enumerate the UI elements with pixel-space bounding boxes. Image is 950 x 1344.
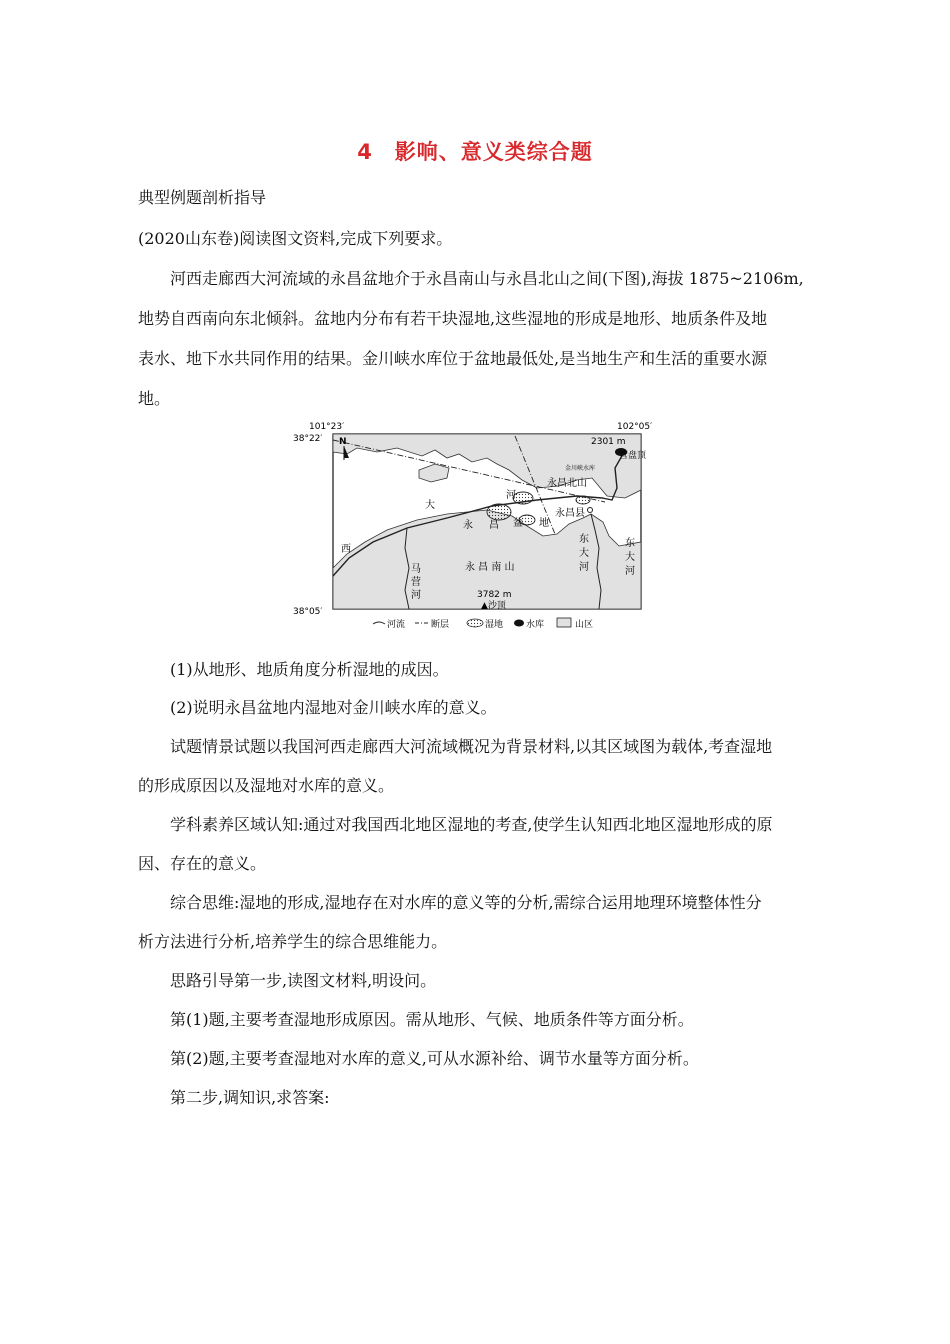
wetland [576,496,590,504]
wetland [487,504,511,520]
question-1: (1)从地形、地质角度分析湿地的成因。 [170,660,449,679]
legend-fault: 断层 [431,620,450,630]
dongdahe-label: 大 [625,552,635,563]
lat-bottom: 38°05′ [293,607,323,617]
mayinghe-label: 营 [411,577,421,588]
north-label: N [339,437,347,447]
south-mountain-name: 永 昌 南 山 [465,562,515,573]
passage-line: 地。 [138,389,171,408]
basin-label: 昌 [489,520,499,531]
passage-line: 河西走廊西大河流域的永昌盆地介于永昌南山与永昌北山之间(下图),海拔 1875~2106m, [170,269,804,288]
passage-line: 地势自西南向东北倾斜。盆地内分布有若干块湿地,这些湿地的形成是地形、地质条件及地 [138,309,768,328]
peak-s-elev: 3782 m [477,590,512,600]
analysis-line: 因、存在的意义。 [138,854,267,873]
analysis-line: 的形成原因以及湿地对水库的意义。 [138,776,395,795]
river-label: 大 [425,500,435,511]
xi-label: 西 [341,544,351,555]
basin-label: 地 [539,518,549,529]
analysis-line: 学科素养区域认知:通过对我国西北地区湿地的考查,使学生认知西北地区湿地形成的原 [170,815,773,834]
peak-s-name: ▲沙顶 [481,601,506,611]
basin-label: 盆 [513,518,523,529]
page-title: 4 影响、意义类综合题 [357,140,593,164]
river-label: 河 [506,490,516,501]
legend-mountain: 山区 [575,620,594,630]
north-mountain-name: 永昌北山 [547,478,587,489]
legend-wetland: 湿地 [485,620,504,630]
peak-ne-name: 营盘顶 [619,451,647,461]
region-map [287,418,667,636]
analysis-line: 试题情景试题以我国河西走廊西大河流域概况为背景材料,以其区域图为载体,考查湿地 [170,737,773,756]
reservoir-name: 金川峡水库 [565,465,596,472]
dongdahe-label: 东 [625,538,635,549]
section-heading: 典型例题剖析指导 [138,188,267,207]
question-2: (2)说明永昌盆地内湿地对金川峡水库的意义。 [170,698,497,717]
peak-ne-elev: 2301 m [591,437,626,447]
county-name: 永昌县 [555,508,585,519]
wetland [513,492,533,504]
dongdahe-label: 河 [579,562,589,573]
source-line: (2020山东卷)阅读图文资料,完成下列要求。 [138,229,453,248]
analysis-line: 思路引导第一步,读图文材料,明设问。 [170,971,437,990]
lon-right: 102°05′ [617,422,653,432]
analysis-line: 第(1)题,主要考查湿地形成原因。需从地形、气候、地质条件等方面分析。 [170,1010,694,1029]
passage-line: 表水、地下水共同作用的结果。金川峡水库位于盆地最低处,是当地生产和生活的重要水源 [138,349,768,368]
map-legend [373,618,593,630]
analysis-line: 析方法进行分析,培养学生的综合思维能力。 [138,932,448,951]
dongdahe-label: 东 [579,534,589,545]
county-point [588,508,593,513]
lat-top: 38°22′ [293,434,323,444]
analysis-line: 第二步,调知识,求答案: [170,1088,330,1107]
legend-reservoir: 水库 [526,620,545,630]
legend-river: 河流 [387,620,406,630]
basin-label: 永 [463,520,473,531]
dongdahe-label: 河 [625,566,635,577]
mayinghe-label: 马 [411,564,421,575]
lon-left: 101°23′ [309,422,345,432]
analysis-line: 第(2)题,主要考查湿地对水库的意义,可从水源补给、调节水量等方面分析。 [170,1049,699,1068]
dongdahe-label: 大 [579,548,589,559]
analysis-line: 综合思维:湿地的形成,湿地存在对水库的意义等的分析,需综合运用地理环境整体性分 [170,893,762,912]
mayinghe-label: 河 [411,590,421,601]
